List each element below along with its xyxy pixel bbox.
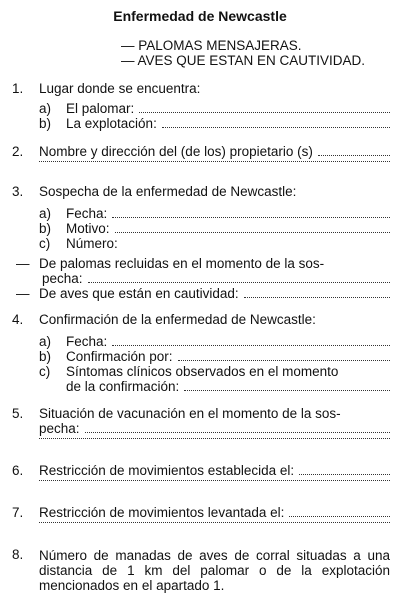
field-label: Síntomas clínicos observados en el momento — [66, 364, 339, 379]
dash-mark: — — [16, 286, 30, 301]
fill-line[interactable] — [115, 222, 390, 233]
section-heading: Confirmación de la enfermedad de Newcastle: — [39, 312, 316, 327]
field-restriccion-levantada[interactable] — [39, 506, 390, 520]
field-label: Confirmación por: — [66, 349, 173, 364]
item-letter: c) — [39, 364, 51, 379]
field-fecha-confirmacion[interactable] — [39, 335, 390, 349]
section-number: 8. — [12, 547, 24, 562]
fill-line[interactable] — [178, 350, 390, 361]
section-number: 4. — [12, 312, 24, 327]
section-text: Número de manadas de aves de corral situadas a una distancia de 1 km del palomar o de la explotación mencionados en el apartado 1. — [39, 548, 390, 593]
section-heading: Situación de vacunación en el momento de la sos- — [39, 406, 341, 421]
field-label: Nombre y dirección del (de los) propietario (s) — [39, 144, 313, 159]
field-explotacion[interactable] — [39, 117, 390, 131]
section-number: 2. — [12, 144, 24, 159]
section-number: 1. — [12, 81, 24, 96]
subtitle-palomas: — PALOMAS MENSAJERAS. — [121, 38, 302, 53]
field-label: de la confirmación: — [66, 379, 180, 394]
item-letter: b) — [39, 116, 52, 131]
field-label: El palomar: — [66, 101, 135, 116]
fill-line[interactable] — [112, 335, 390, 346]
field-label: Fecha: — [66, 206, 108, 221]
fill-line[interactable] — [289, 506, 390, 517]
field-sintomas[interactable] — [66, 380, 390, 394]
field-fecha[interactable] — [39, 207, 390, 221]
dash-mark: — — [16, 256, 30, 271]
section-number: 6. — [12, 463, 24, 478]
field-label: Número: — [66, 236, 118, 251]
fill-line[interactable] — [299, 464, 390, 475]
field-label: Fecha: — [66, 334, 108, 349]
fill-line[interactable] — [162, 117, 390, 128]
field-label: Restricción de movimientos establecida el: — [39, 463, 295, 478]
sintomas-line1 — [39, 365, 390, 379]
fill-line[interactable] — [244, 287, 390, 298]
section-heading: Sospecha de la enfermedad de Newcastle: — [39, 184, 297, 199]
field-confirmacion-por[interactable] — [39, 350, 390, 364]
field-label: pecha: — [39, 421, 80, 436]
field-motivo[interactable] — [39, 222, 390, 236]
fill-line[interactable] — [318, 145, 390, 156]
field-label: La explotación: — [66, 116, 157, 131]
fill-line[interactable] — [112, 207, 390, 218]
fill-line[interactable] — [39, 521, 390, 523]
item-letter: a) — [39, 334, 52, 349]
field-label: De palomas recluidas en el momento de la sos- — [39, 256, 325, 271]
field-aves-cautividad[interactable] — [16, 287, 390, 301]
fill-line[interactable] — [139, 102, 390, 113]
item-letter: b) — [39, 221, 52, 236]
field-label: De aves que están en cautividad: — [39, 286, 239, 301]
fill-line[interactable] — [85, 422, 390, 433]
palomas-recluidas-line1 — [16, 257, 390, 271]
field-numero — [39, 237, 390, 251]
item-letter: c) — [39, 236, 51, 251]
fill-line[interactable] — [39, 160, 390, 162]
item-letter: a) — [39, 101, 52, 116]
field-palomas-recluidas[interactable] — [42, 272, 390, 286]
section-number: 7. — [12, 505, 24, 520]
field-restriccion-establecida[interactable] — [39, 464, 390, 478]
fill-line[interactable] — [39, 437, 390, 439]
field-vacunacion[interactable] — [39, 422, 390, 436]
section-number: 5. — [12, 406, 24, 421]
section-heading: Lugar donde se encuentra: — [39, 81, 201, 96]
form-title: Enfermedad de Newcastle — [113, 8, 287, 24]
field-label: pecha: — [42, 271, 83, 286]
field-label: Motivo: — [66, 221, 110, 236]
fill-line[interactable] — [184, 380, 390, 391]
subtitle-aves: — AVES QUE ESTAN EN CAUTIVIDAD. — [121, 53, 366, 68]
section-number: 3. — [12, 184, 24, 199]
field-palomar[interactable] — [39, 102, 390, 116]
field-propietario[interactable] — [39, 145, 390, 159]
item-letter: b) — [39, 349, 52, 364]
item-letter: a) — [39, 206, 52, 221]
fill-line[interactable] — [88, 272, 390, 283]
fill-line[interactable] — [39, 479, 390, 481]
field-label: Restricción de movimientos levantada el: — [39, 505, 285, 520]
